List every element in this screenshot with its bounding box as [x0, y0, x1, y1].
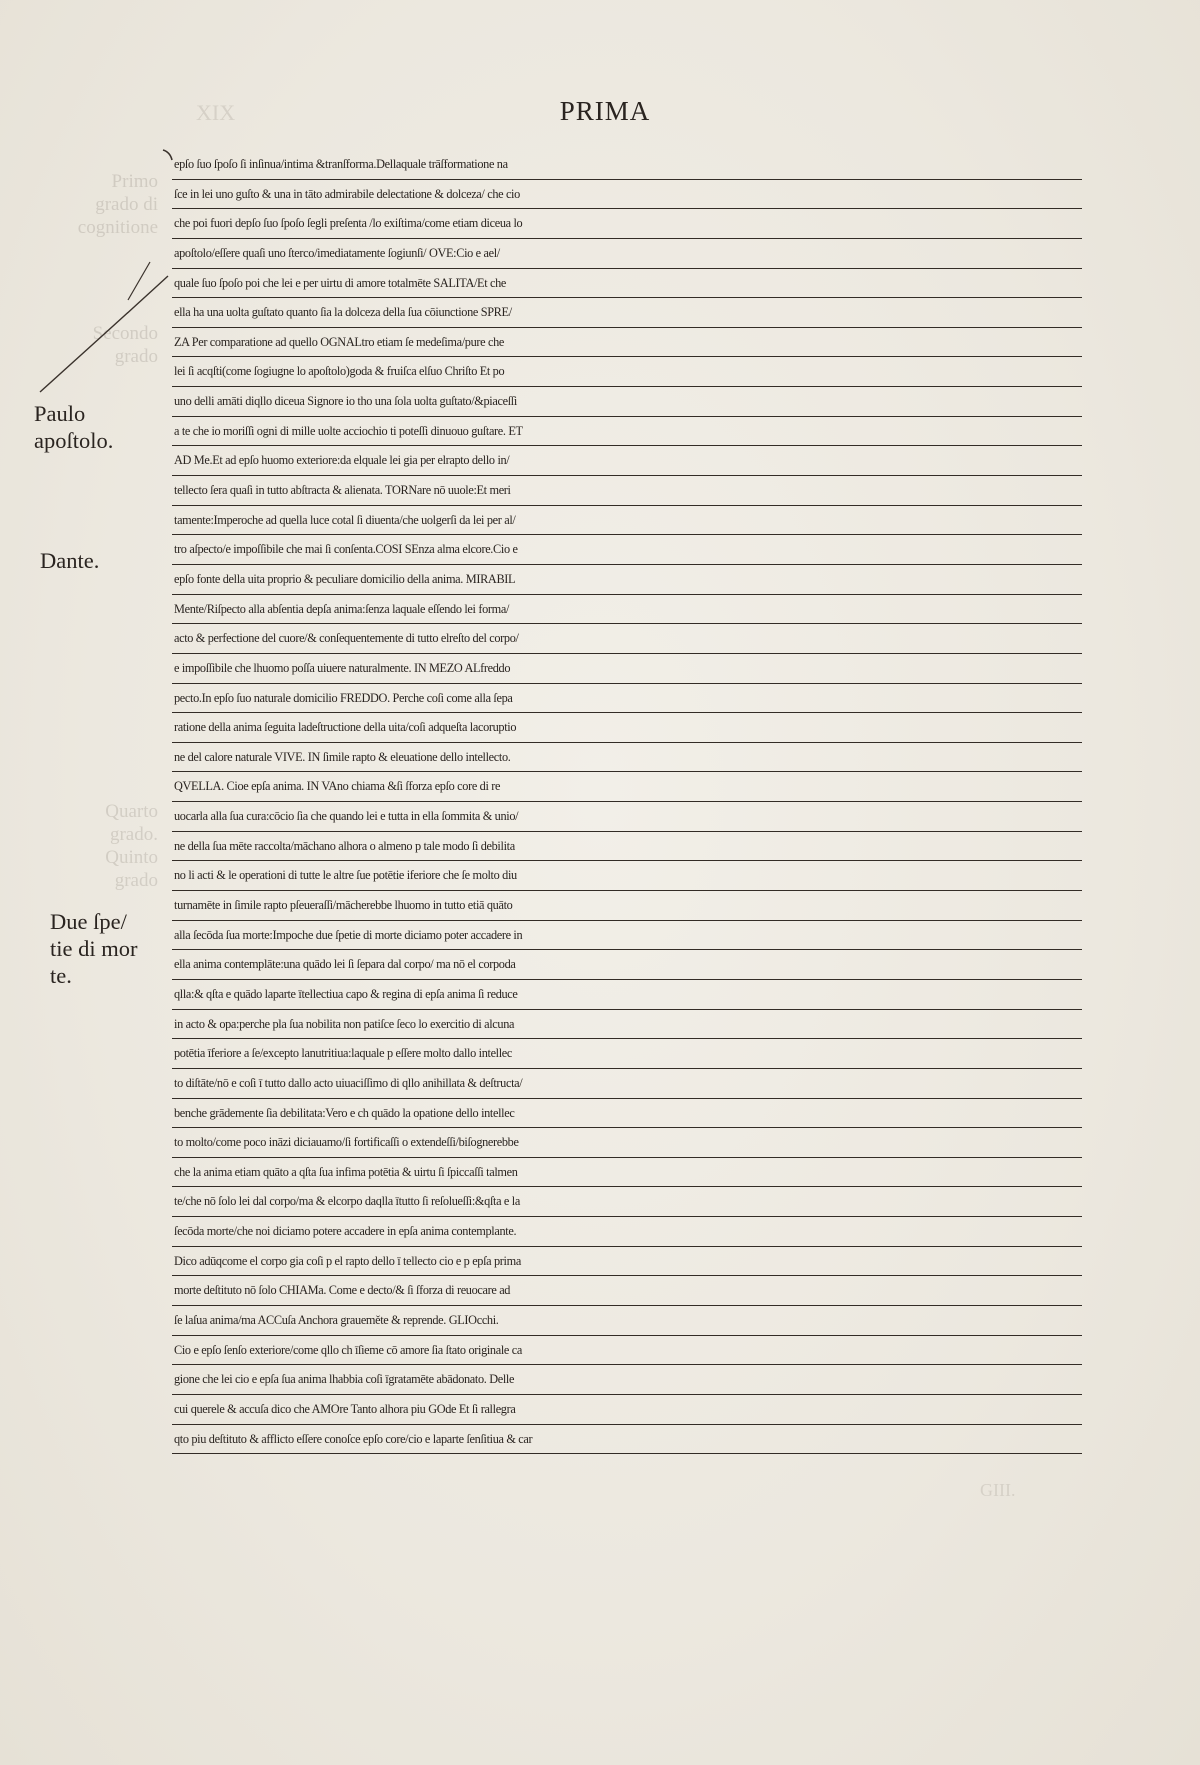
text-line: morte deſtituto nō ſolo CHIAMa. Come e decto/& ſi ſforza di reuocare ad [172, 1276, 1082, 1306]
text-line: potētia īferiore a ſe/excepto lanutritiua:laquale p eſſere molto dallo intellec [172, 1039, 1082, 1069]
text-line: ne del calore naturale VIVE. IN ſimile rapto & eleuatione dello intellecto. [172, 743, 1082, 773]
text-line: che la anima etiam quāto a qſta ſua infima potētia & uirtu ſi ſpiccaſſi talmen [172, 1158, 1082, 1188]
text-line: tamente:Imperoche ad quella luce cotal ſi diuenta/che uolgerſi da lei per al/ [172, 506, 1082, 536]
text-line: te/che nō ſolo lei dal corpo/ma & elcorpo daqlla ītutto ſi reſolueſſi:&qſta e la [172, 1187, 1082, 1217]
commentary-text-block [172, 150, 1082, 1454]
text-line: qlla:& qſta e quādo laparte ītellectiua capo & regina di epſa anima ſi reduce [172, 980, 1082, 1010]
show-through-margin-2: Secondo grado [92, 323, 158, 367]
text-line: ZA Per comparatione ad quello OGNALtro etiam ſe medeſima/pure che [172, 328, 1082, 358]
text-line: uno delli amāti diqllo diceua Signore io tho una ſola uolta guſtato/&piaceſſi [172, 387, 1082, 417]
text-line: turnamēte in ſimile rapto pſeueraſſi/mācherebbe lhuomo in tutto etiā quāto [172, 891, 1082, 921]
text-line: Cio e epſo ſenſo exteriore/come qllo ch īſieme cō amore ſia ſtato originale ca [172, 1336, 1082, 1366]
show-through-signature: GIII. [980, 1480, 1016, 1500]
text-line: acto & perfectione del cuore/& conſequentemente di tutto elreſto del corpo/ [172, 624, 1082, 654]
text-line: QVELLA. Cioe epſa anima. IN VAno chiama &ſi ſforza epſo core di re [172, 772, 1082, 802]
text-line: ella ha una uolta guſtato quanto ſia la dolceza della ſua cōiunctione SPRE/ [172, 298, 1082, 328]
text-line: lei ſi acqſti(come ſogiugne lo apoſtolo)goda & fruiſca elſuo Chriſto Et po [172, 357, 1082, 387]
text-line: Mente/Riſpecto alla abſentia depſa anima:ſenza laquale eſſendo lei forma/ [172, 595, 1082, 625]
text-line: tellecto ſera quaſi in tutto abſtracta & alienata. TORNare nō uuole:Et meri [172, 476, 1082, 506]
text-line: e impoſſibile che lhuomo poſſa uiuere naturalmente. IN MEZO ALfreddo [172, 654, 1082, 684]
text-line: to molto/come poco ināzi diciauamo/ſi fortificaſſi o extendeſſi/biſognerebbe [172, 1128, 1082, 1158]
text-line: epſo ſuo ſpoſo ſi inſinua/intima &tranſforma.Dellaquale trāſformatione na [172, 150, 1082, 180]
show-through-margin-3: Quarto grado. Quinto grado [105, 801, 158, 891]
text-line: qto piu deſtituto & afflicto eſſere conoſce epſo core/cio e laparte ſenſitiua & car [172, 1425, 1082, 1455]
text-line: ne della ſua mēte raccolta/māchano alhora o almeno p tale modo ſi debilita [172, 832, 1082, 862]
text-line: ella anima contemplāte:una quādo lei ſi ſepara dal corpo/ ma nō el corpoda [172, 950, 1082, 980]
text-line: ſe laſua anima/ma ACCuſa Anchora graueměte & reprende. GLIOcchi. [172, 1306, 1082, 1336]
text-line: pecto.In epſo ſuo naturale domicilio FREDDO. Perche coſi come alla ſepa [172, 684, 1082, 714]
text-line: a te che io moriſſi ogni di mille uolte acciochio ti poteſſi dinuouo guſtare. ET [172, 417, 1082, 447]
text-line: AD Me.Et ad epſo huomo exteriore:da elquale lei gia per elrapto dello in/ [172, 446, 1082, 476]
text-line: benche grādemente ſia debilitata:Vero e ch quādo la opatione dello intellec [172, 1099, 1082, 1129]
text-line: to diſtāte/nō e coſi ī tutto dallo acto uiuaciſſimo di qllo anihillata & deſtructa/ [172, 1069, 1082, 1099]
text-line: cui querele & accuſa dico che AMOre Tanto alhora piu GOde Et ſi rallegra [172, 1395, 1082, 1425]
show-through-numeral: XIX [196, 100, 236, 125]
show-through-margin-1: Primo grado di cognitione [77, 171, 158, 238]
text-line: ſecōda morte/che noi diciamo potere accadere in epſa anima contemplante. [172, 1217, 1082, 1247]
text-line: ratione della anima ſeguita ladeſtructione della uita/coſi adqueſta lacoruptio [172, 713, 1082, 743]
margin-note-due-spetie: Due ſpe/ tie di mor te. [50, 909, 138, 988]
text-line: quale ſuo ſpoſo poi che lei e per uirtu di amore totalmēte SALITA/Et che [172, 269, 1082, 299]
text-line: apoſtolo/eſſere quaſi uno ſterco/imediatamente ſogiunſi/ OVE:Cio e ael/ [172, 239, 1082, 269]
text-line: epſo fonte della uita proprio & peculiare domicilio della anima. MIRABIL [172, 565, 1082, 595]
running-head-text: PRIMA [559, 96, 651, 126]
text-line: alla ſecōda ſua morte:Impoche due ſpetie di morte diciamo poter accadere in [172, 921, 1082, 951]
margin-note-paulo: Paulo apoſtolo. [34, 401, 114, 453]
text-line: Dico adūqcome el corpo gia coſi p el rapto dello ī tellecto cio e p epſa prima [172, 1247, 1082, 1277]
text-line: uocarla alla ſua cura:cōcio ſia che quando lei e tutta in ella ſommita & unio/ [172, 802, 1082, 832]
text-line: in acto & opa:perche pla ſua nobilita non patiſce ſeco lo exercitio di alcuna [172, 1010, 1082, 1040]
text-line: gione che lei cio e epſa ſua anima lhabbia coſi īgratamēte abādonato. Delle [172, 1365, 1082, 1395]
margin-note-dante: Dante. [40, 548, 100, 573]
text-line: ſce in lei uno guſto & una in tāto admirabile delectatione & dolceza/ che cio [172, 180, 1082, 210]
text-line: no li acti & le operationi di tutte le altre ſue potētie iferiore che ſe molto diu [172, 861, 1082, 891]
text-line: che poi fuori depſo ſuo ſpoſo ſegli preſenta /lo exiſtima/come etiam diceua lo [172, 209, 1082, 239]
text-line: tro aſpecto/e impoſſibile che mai ſi conſenta.COSI SEnza alma elcore.Cio e [172, 535, 1082, 565]
